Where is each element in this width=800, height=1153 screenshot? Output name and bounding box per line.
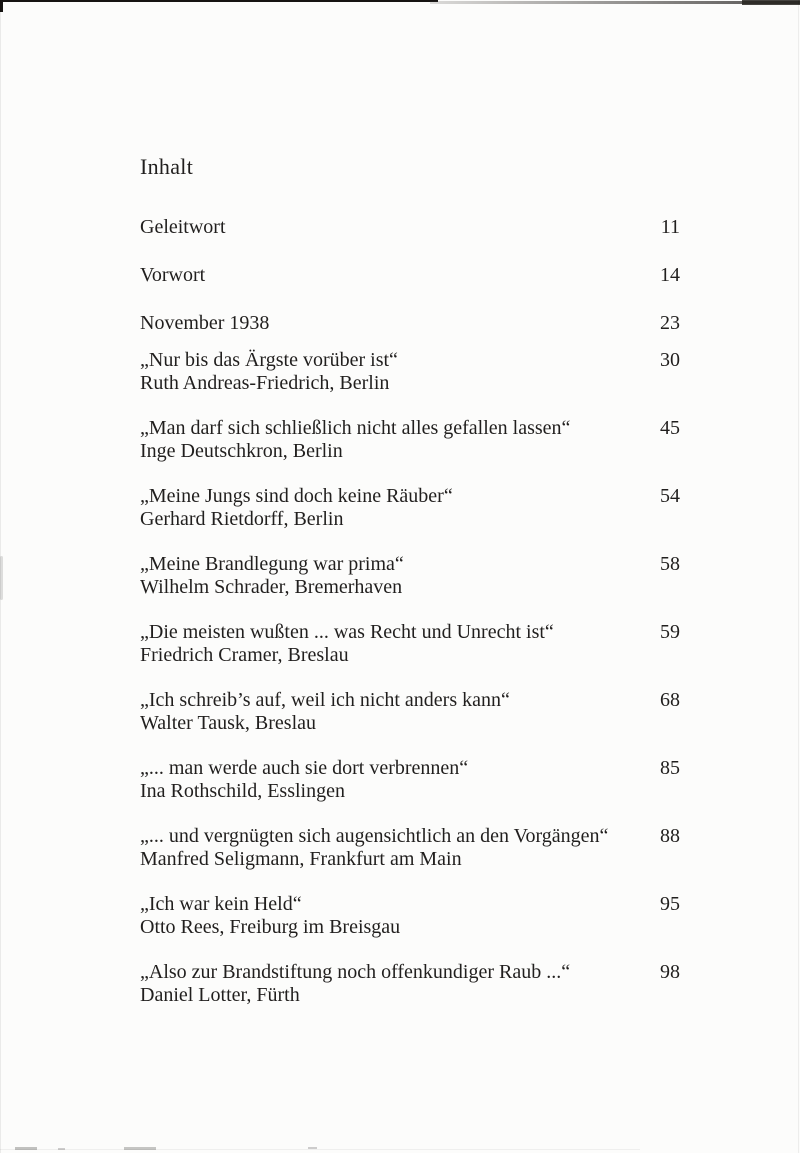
toc-entry-author: Ruth Andreas-Friedrich, Berlin bbox=[140, 372, 390, 394]
toc-entry-title: „Die meisten wußten ... was Recht und Unrecht ist“ bbox=[140, 621, 554, 643]
toc-entry-author: Manfred Seligmann, Frankfurt am Main bbox=[140, 848, 462, 870]
scan-artifact-right-edge-line bbox=[798, 0, 799, 1153]
toc-entry bbox=[140, 961, 680, 1007]
toc-row-vorwort bbox=[140, 263, 680, 287]
toc-entry-author: Wilhelm Schrader, Bremerhaven bbox=[140, 576, 403, 598]
scan-artifact-left-edge-line bbox=[0, 0, 1, 1153]
toc-entry-author: Friedrich Cramer, Breslau bbox=[140, 644, 349, 666]
toc-entry bbox=[140, 757, 680, 803]
toc-entry-title: „... man werde auch sie dort verbrennen“ bbox=[140, 757, 469, 779]
toc-entry bbox=[140, 485, 680, 531]
toc-page-number: 59 bbox=[660, 621, 680, 643]
toc-entry bbox=[140, 689, 680, 735]
scan-artifact-bottom-speck bbox=[124, 1147, 156, 1150]
toc-entry-title: „Ich schreib’s auf, weil ich nicht anders kann“ bbox=[140, 689, 510, 711]
toc-entry bbox=[140, 417, 680, 463]
toc-entry-author: Gerhard Rietdorff, Berlin bbox=[140, 508, 344, 530]
scan-artifact-bottom-speck bbox=[58, 1148, 65, 1150]
toc-page-number: 85 bbox=[660, 757, 680, 779]
toc-page-number: 68 bbox=[660, 689, 680, 711]
toc-page-number: 98 bbox=[660, 961, 680, 983]
toc-entry-title: „... und vergnügten sich augensichtlich an den Vorgängen“ bbox=[140, 825, 609, 847]
toc-entry bbox=[140, 621, 680, 667]
toc-entry bbox=[140, 553, 680, 599]
toc-entry-title: „Ich war kein Held“ bbox=[140, 893, 302, 915]
toc-entry-title: „Nur bis das Ärgste vorüber ist“ bbox=[140, 349, 398, 371]
toc-entry-author: Inge Deutschkron, Berlin bbox=[140, 440, 343, 462]
toc-page-number: 30 bbox=[660, 349, 680, 371]
toc-entry bbox=[140, 893, 680, 939]
toc-entry-author: Ina Rothschild, Esslingen bbox=[140, 780, 345, 802]
toc-entry bbox=[140, 825, 680, 871]
toc-entry-title: „Meine Jungs sind doch keine Räuber“ bbox=[140, 485, 453, 507]
toc-entry-title: „Man darf sich schließlich nicht alles gefallen lassen“ bbox=[140, 417, 571, 439]
toc-page-number: 88 bbox=[660, 825, 680, 847]
toc-page-number: 95 bbox=[660, 893, 680, 915]
toc-entry-author: Daniel Lotter, Fürth bbox=[140, 984, 300, 1006]
toc-label: Geleitwort bbox=[140, 216, 226, 238]
toc-label: November 1938 bbox=[140, 312, 270, 334]
toc-page-number: 11 bbox=[660, 216, 680, 238]
scan-artifact-bottom-speck bbox=[308, 1147, 317, 1149]
scan-artifact-top-left-corner bbox=[0, 0, 3, 12]
toc-page-number: 58 bbox=[660, 553, 680, 575]
toc-row-geleitwort bbox=[140, 215, 680, 239]
scan-artifact-left-smudge bbox=[0, 556, 3, 600]
scan-artifact-bottom-line bbox=[0, 1149, 640, 1150]
toc-entry-author: Otto Rees, Freiburg im Breisgau bbox=[140, 916, 401, 938]
toc-entry-title: „Meine Brandlegung war prima“ bbox=[140, 553, 404, 575]
toc-page-number: 54 bbox=[660, 485, 680, 507]
scan-artifact-top-left-edge bbox=[0, 0, 438, 2]
toc-page-number: 45 bbox=[660, 417, 680, 439]
scan-artifact-top-right-edge bbox=[430, 1, 800, 4]
scan-artifact-top-right-corner bbox=[742, 0, 800, 5]
toc-entry-author: Walter Tausk, Breslau bbox=[140, 712, 317, 734]
scan-artifact-bottom-speck bbox=[15, 1147, 37, 1150]
toc-entry bbox=[140, 349, 680, 395]
page-title: Inhalt bbox=[140, 154, 194, 179]
toc-page-number: 23 bbox=[660, 312, 680, 334]
toc-entry-title: „Also zur Brandstiftung noch offenkundiger Raub ...“ bbox=[140, 961, 571, 983]
toc-page-number: 14 bbox=[660, 264, 680, 286]
toc-content bbox=[140, 155, 680, 1029]
toc-row-november-1938 bbox=[140, 311, 680, 335]
toc-label: Vorwort bbox=[140, 264, 206, 286]
